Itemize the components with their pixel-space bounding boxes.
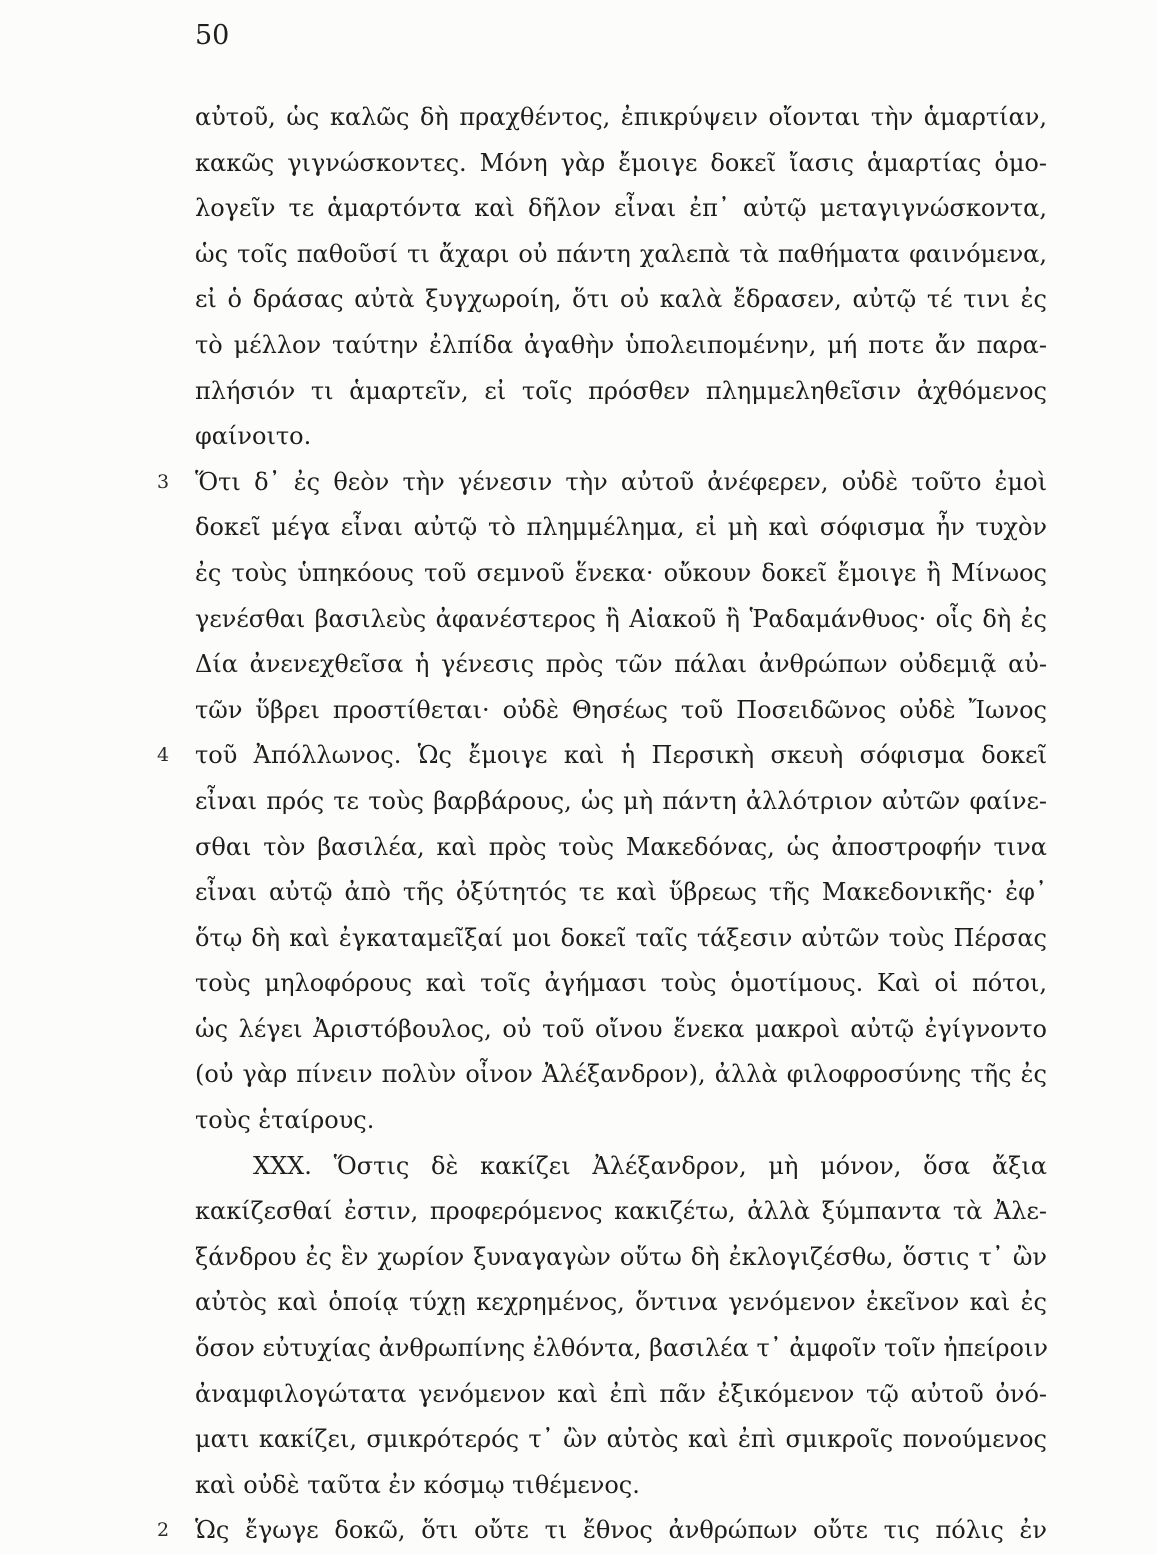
- text-line: [195, 95, 1047, 141]
- line-text: εἰ ὁ δράσας αὐτὰ ξυγχωροίη, ὅτι οὐ καλὰ ἔδρασεν, αὐτῷ τέ τινι ἐς: [195, 285, 1047, 314]
- line-text: εἶναι αὐτῷ ἀπὸ τῆς ὀξύτητός τε καὶ ὕβρεως τῆς Μακεδονικῆς· ἐφ᾽: [195, 878, 1047, 907]
- text-line: [195, 505, 1047, 551]
- text-line: [195, 141, 1047, 187]
- text-line: [195, 870, 1047, 916]
- text-line: [195, 1280, 1047, 1326]
- line-text: λογεῖν τε ἁμαρτόντα καὶ δῆλον εἶναι ἐπ᾽ αὐτῷ μεταγιγνώσκοντα,: [195, 194, 1047, 223]
- text-line: [195, 323, 1047, 369]
- page-number: 50: [195, 20, 230, 51]
- line-text: καὶ οὐδὲ ταῦτα ἐν κόσμῳ τιθέμενος.: [195, 1470, 640, 1499]
- text-line: [157, 460, 1047, 506]
- line-text: Ὅτι δ᾽ ἐς θεὸν τὴν γένεσιν τὴν αὐτοῦ ἀνέφερεν, οὐδὲ τοῦτο ἐμοὶ: [195, 467, 1047, 496]
- text-line: [195, 597, 1047, 643]
- section-margin-number: 4: [157, 744, 170, 767]
- line-text: Ὡς ἔγωγε δοκῶ, ὅτι οὔτε τι ἔθνος ἀνθρώπων οὔτε τις πόλις ἐν: [195, 1516, 1047, 1545]
- line-text: ὅτῳ δὴ καὶ ἐγκαταμεῖξαί μοι δοκεῖ ταῖς τάξεσιν αὐτῶν τοὺς Πέρσας: [195, 923, 1047, 952]
- line-text: τοὺς μηλοφόρους καὶ τοῖς ἀγήμασι τοὺς ὁμοτίμους. Καὶ οἱ πότοι,: [195, 969, 1047, 998]
- line-text: κακίζεσθαί ἐστιν, προφερόμενος κακιζέτω, ἀλλὰ ξύμπαντα τὰ Ἀλε-: [195, 1197, 1047, 1226]
- line-text: Δία ἀνενεχθεῖσα ἡ γένεσις πρὸς τῶν πάλαι ἀνθρώπων οὐδεμιᾷ αὐ-: [195, 650, 1047, 679]
- line-text: (οὐ γὰρ πίνειν πολὺν οἶνον Ἀλέξανδρον), ἀλλὰ φιλοφροσύνης τῆς ἐς: [195, 1060, 1047, 1089]
- text-line: [195, 1144, 1047, 1190]
- text-line: [195, 961, 1047, 1007]
- line-text: ὡς τοῖς παθοῦσί τι ἄχαρι οὐ πάντη χαλεπὰ τὰ παθήματα φαινόμενα,: [195, 239, 1047, 268]
- text-line: [195, 1098, 1047, 1144]
- text-line: [195, 1326, 1047, 1372]
- text-line: [195, 1189, 1047, 1235]
- text-line: [195, 916, 1047, 962]
- section-margin-number: 2: [157, 1519, 170, 1542]
- line-text: τοὺς ἑταίρους.: [195, 1106, 375, 1135]
- line-text: σθαι τὸν βασιλέα, καὶ πρὸς τοὺς Μακεδόνας, ὡς ἀποστροφήν τινα: [195, 832, 1047, 861]
- line-text: πλήσιόν τι ἁμαρτεῖν, εἰ τοῖς πρόσθεν πλημμεληθεῖσιν ἀχθόμενος: [195, 376, 1047, 405]
- text-line: [195, 1007, 1047, 1053]
- line-text: τὸ μέλλον ταύτην ἐλπίδα ἀγαθὴν ὑπολειπομένην, μή ποτε ἄν παρα-: [195, 330, 1047, 359]
- text-line: [195, 369, 1047, 415]
- text-line: [195, 186, 1047, 232]
- text-body: [157, 95, 1048, 1554]
- line-text: ὡς λέγει Ἀριστόβουλος, οὐ τοῦ οἴνου ἕνεκα μακροὶ αὐτῷ ἐγίγνοντο: [195, 1014, 1047, 1043]
- line-text: δοκεῖ μέγα εἶναι αὐτῷ τὸ πλημμέλημα, εἰ μὴ καὶ σόφισμα ἦν τυχὸν: [195, 513, 1047, 542]
- line-text: ξάνδρου ἐς ἓν χωρίον ξυναγαγὼν οὕτω δὴ ἐκλογιζέσθω, ὅστις τ᾽ ὢν: [195, 1242, 1047, 1271]
- line-text: XXX. Ὅστις δὲ κακίζει Ἀλέξανδρον, μὴ μόνον, ὅσα ἄξια: [253, 1151, 1047, 1180]
- line-text: ὅσον εὐτυχίας ἀνθρωπίνης ἐλθόντα, βασιλέα τ᾽ ἀμφοῖν τοῖν ἠπείροιν: [195, 1334, 1048, 1363]
- line-text: τῶν ὕβρει προστίθεται· οὐδὲ Θησέως τοῦ Ποσειδῶνος οὐδὲ Ἴωνος: [195, 695, 1047, 724]
- text-line: [195, 232, 1047, 278]
- text-line: [195, 642, 1047, 688]
- line-text: αὐτοῦ, ὡς καλῶς δὴ πραχθέντος, ἐπικρύψειν οἴονται τὴν ἁμαρτίαν,: [195, 103, 1047, 131]
- text-line: [195, 551, 1047, 597]
- line-text: ματι κακίζει, σμικρότερός τ᾽ ὢν αὐτὸς καὶ ἐπὶ σμικροῖς πονούμενος: [195, 1425, 1047, 1454]
- text-line: [195, 277, 1047, 323]
- text-line: [195, 779, 1047, 825]
- section-margin-number: 3: [157, 470, 170, 493]
- text-line: [157, 733, 1047, 779]
- text-line: [195, 825, 1047, 871]
- text-line: [195, 1372, 1047, 1418]
- text-line: [195, 414, 1047, 460]
- text-line: [195, 1235, 1047, 1281]
- line-text: γενέσθαι βασιλεὺς ἀφανέστερος ἢ Αἰακοῦ ἢ Ῥαδαμάνθυος· οἷς δὴ ἐς: [195, 604, 1047, 633]
- text-line: [195, 1463, 1047, 1509]
- line-text: ἀναμφιλογώτατα γενόμενον καὶ ἐπὶ πᾶν ἐξικόμενον τῷ αὐτοῦ ὀνό-: [195, 1379, 1047, 1408]
- line-text: ἐς τοὺς ὑπηκόους τοῦ σεμνοῦ ἕνεκα· οὔκουν δοκεῖ ἔμοιγε ἢ Μίνωος: [195, 558, 1047, 587]
- line-text: κακῶς γιγνώσκοντες. Μόνη γὰρ ἔμοιγε δοκεῖ ἴασις ἁμαρτίας ὁμο-: [195, 148, 1047, 177]
- text-line: [195, 1052, 1047, 1098]
- text-line: [157, 1508, 1047, 1554]
- line-text: αὐτὸς καὶ ὁποίᾳ τύχῃ κεχρημένος, ὅντινα γενόμενον ἐκεῖνον καὶ ἐς: [195, 1288, 1047, 1317]
- text-line: [195, 1417, 1047, 1463]
- text-line: [195, 688, 1047, 734]
- line-text: τοῦ Ἀπόλλωνος. Ὡς ἔμοιγε καὶ ἡ Περσικὴ σκευὴ σόφισμα δοκεῖ: [195, 741, 1047, 770]
- line-text: εἶναι πρός τε τοὺς βαρβάρους, ὡς μὴ πάντη ἀλλότριον αὐτῶν φαίνε-: [195, 786, 1047, 815]
- line-text: φαίνοιτο.: [195, 422, 312, 451]
